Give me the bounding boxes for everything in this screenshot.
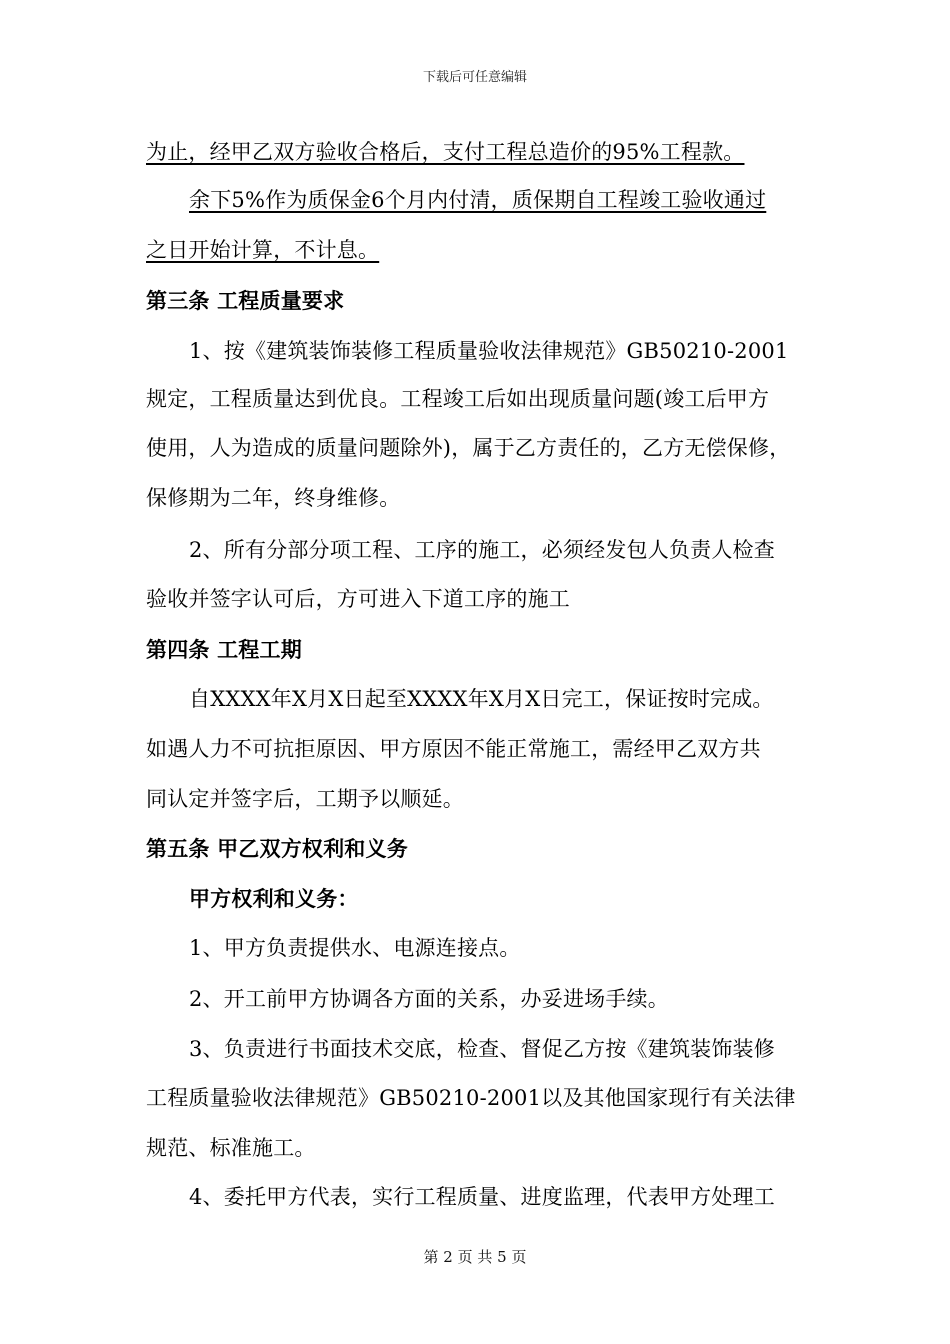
- page-header: 下载后可任意编辑: [422, 70, 527, 85]
- paragraph-line: 规范、标准施工。: [146, 1136, 316, 1160]
- paragraph-line: 2、开工前甲方协调各方面的关系，办妥进场手续。: [189, 987, 669, 1011]
- paragraph-line: 4、委托甲方代表，实行工程质量、进度监理，代表甲方处理工: [189, 1185, 775, 1209]
- page-footer: 第 2 页 共 5 页: [423, 1248, 527, 1266]
- paragraph-line: 规定，工程质量达到优良。工程竣工后如出现质量问题(竣工后甲方: [146, 387, 770, 411]
- paragraph-line: 验收并签字认可后，方可进入下道工序的施工: [146, 587, 570, 611]
- paragraph-line: 如遇人力不可抗拒原因、甲方原因不能正常施工，需经甲乙双方共: [146, 737, 761, 761]
- paragraph-line: 余下5%作为质保金6个月内付清，质保期自工程竣工验收通过: [189, 188, 767, 212]
- paragraph-line: 工程质量验收法律规范》GB50210-2001以及其他国家现行有关法律: [146, 1086, 796, 1110]
- section-heading: 第三条 工程质量要求: [146, 288, 345, 313]
- paragraph-line: 3、负责进行书面技术交底，检查、督促乙方按《建筑装饰装修: [189, 1037, 775, 1061]
- paragraph-line: 保修期为二年，终身维修。: [146, 486, 401, 510]
- section-heading: 第四条 工程工期: [146, 637, 302, 662]
- paragraph-line: 2、所有分部分项工程、工序的施工，必须经发包人负责人检查: [189, 538, 775, 562]
- paragraph-line: 自XXXX年X月X日起至XXXX年X月X日完工，保证按时完成。: [189, 687, 774, 711]
- paragraph-line: 1、按《建筑装饰装修工程质量验收法律规范》GB50210-2001: [189, 339, 789, 363]
- paragraph-line: 之日开始计算，不计息。: [146, 238, 380, 262]
- subsection-heading: 甲方权利和义务：: [189, 886, 359, 911]
- section-heading: 第五条 甲乙双方权利和义务: [146, 836, 408, 861]
- paragraph-line: 同认定并签字后，工期予以顺延。: [146, 787, 464, 811]
- paragraph-line: 为止，经甲乙双方验收合格后，支付工程总造价的95%工程款。: [146, 140, 745, 164]
- paragraph-line: 使用，人为造成的质量问题除外)，属于乙方责任的，乙方无偿保修，: [146, 436, 791, 460]
- paragraph-line: 1、甲方负责提供水、电源连接点。: [189, 936, 521, 960]
